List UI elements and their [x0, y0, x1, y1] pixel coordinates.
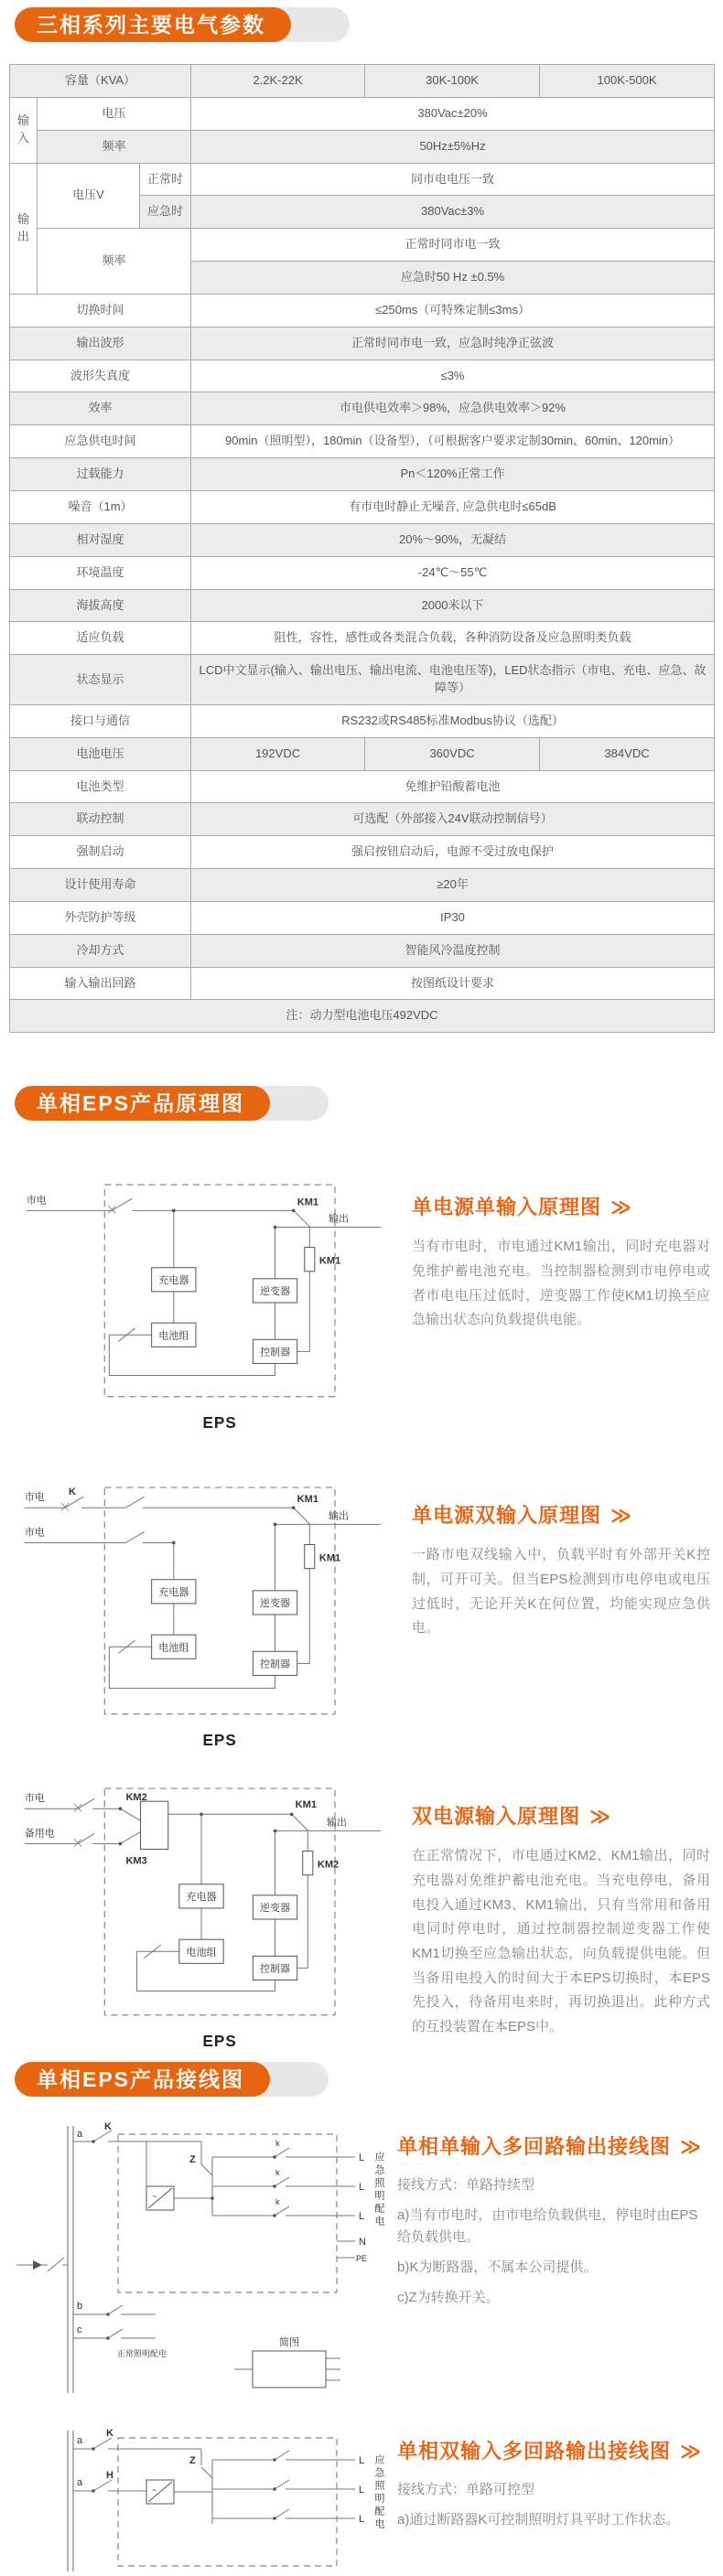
table-row	[10, 425, 715, 458]
table-row	[10, 490, 715, 523]
spec-value: 市电供电效率＞98%，应急供电效率＞92%	[191, 392, 715, 425]
table-row	[10, 836, 715, 869]
spec-value: 阻性，容性，感性或各类混合负载，各种消防设备及应急照明类负载	[191, 622, 715, 655]
charger-label: 充电器	[186, 1892, 217, 1904]
pe-label: PE	[356, 2254, 368, 2264]
circuit-svg	[9, 1168, 394, 1435]
breaker-h-label: H	[106, 2470, 113, 2482]
spec-value: ≥20年	[191, 869, 715, 902]
table-row	[10, 967, 715, 1000]
table-row	[10, 655, 715, 705]
double-chevron-icon: ≫	[610, 1504, 633, 1528]
spec-value: Pn＜120%正常工作	[191, 458, 715, 491]
table-row	[10, 229, 715, 262]
col-header-1: 2.2K-22K	[191, 65, 365, 98]
controller-label: 控制器	[259, 1658, 291, 1670]
mains-label-2: 市电	[24, 1527, 45, 1539]
double-chevron-icon: ≫	[680, 2440, 703, 2463]
table-row	[10, 327, 715, 360]
spec-label: 外壳防护等级	[10, 901, 191, 934]
controller-label: 控制器	[259, 1347, 291, 1358]
spec-label: 电压V	[38, 163, 140, 229]
section-header-wiring	[15, 2062, 270, 2097]
eps-enclosure	[118, 2134, 337, 2292]
km1-switch-label: KM1	[295, 1799, 318, 1811]
km1-coil-label: KM1	[318, 1552, 341, 1564]
battery-voltage-2: 360VDC	[365, 737, 540, 770]
inverter-label: 逆变器	[259, 1286, 291, 1298]
wiring-diagram-double-input	[9, 2425, 397, 2576]
circuit-diagram-single-input	[9, 1168, 412, 1440]
branch-b-label: b	[77, 2301, 83, 2313]
table-row	[10, 770, 715, 803]
spec-label: 输出波形	[10, 327, 191, 360]
table-row	[10, 392, 715, 425]
diagram-title: 单相双输入多回路输出接线图 ≫	[397, 2440, 703, 2463]
spec-value: 免维护铅酸蓄电池	[191, 770, 715, 803]
double-chevron-icon: ≫	[589, 1805, 612, 1829]
section-title-wiring: 单相EPS产品接线图	[15, 2062, 270, 2097]
table-row	[10, 934, 715, 967]
supply-bus	[68, 2126, 73, 2393]
inverter-label: 逆变器	[259, 1903, 291, 1915]
section-title-params: 三相系列主要电气参数	[15, 7, 291, 42]
normal-lighting-label: 正常照明配电	[117, 2349, 167, 2359]
km3-switch-label: KM3	[125, 1855, 147, 1867]
double-chevron-icon: ≫	[610, 1196, 633, 1219]
neutral-label: N	[359, 2237, 366, 2249]
eps-label: EPS	[202, 1732, 237, 1750]
circuit-diagram-dual-source	[9, 1777, 412, 2058]
line-out-label: L	[359, 2182, 365, 2194]
sub-label: 正常时	[140, 163, 191, 196]
table-row	[10, 294, 715, 327]
spec-label: 过载能力	[10, 458, 191, 491]
spec-label: 噪音（1m）	[10, 490, 191, 523]
charger-label: 充电器	[158, 1275, 189, 1287]
output-label: 输出	[328, 1510, 350, 1522]
principle-block-1	[9, 1168, 723, 1440]
spec-label: 波形失真度	[10, 360, 191, 392]
principle-block-2	[9, 1476, 723, 1757]
principle-desc-1	[412, 1168, 723, 1440]
spec-label: 效率	[10, 392, 191, 425]
spec-label: 电池类型	[10, 770, 191, 803]
backup-label: 备用电	[24, 1828, 55, 1840]
breaker-k-label: K	[104, 2121, 112, 2133]
spec-value: 可选配（外部接入24V联动控制信号）	[191, 803, 715, 836]
spec-label: 状态显示	[10, 655, 191, 705]
transfer-switch-label: Z	[189, 2154, 196, 2166]
line-out-label: L	[359, 2152, 365, 2164]
table-note-row	[10, 1000, 715, 1033]
contact-k-label: k	[275, 2168, 280, 2178]
sketch-label: 简图	[279, 2337, 299, 2349]
table-row	[10, 97, 715, 130]
spec-value: RS232或RS485标准Modbus协议（选配）	[191, 704, 715, 737]
external-switch-label: K	[69, 1487, 77, 1498]
capacity-header: 容量（KVA）	[10, 65, 191, 98]
section-title-principle: 单相EPS产品原理图	[15, 1086, 270, 1121]
spec-label: 设计使用寿命	[10, 869, 191, 902]
mains-label: 市电	[26, 1195, 47, 1207]
diagram-title: 单相单输入多回路输出接线图 ≫	[397, 2135, 703, 2159]
table-row	[10, 901, 715, 934]
table-note: 注：动力型电池电压492VDC	[10, 1000, 715, 1033]
diagram-description: 在正常情况下，市电通过KM2、KM1输出，同时充电器对免维护蓄电池充电。当充电停电，备用电投入通过KM3、KM1输出，只有当常用和备用电同时停电时，通过控制器控制逆变器工作使KM1切换至应急输出状态，向负载提供电能。但当备用电投入的时间大于本EPS切换时，本EPS先投入，待备用电来时，再切换退出。此种方式的互投装置在本EPS中。	[412, 1848, 710, 2035]
output-group-label: 输出	[10, 163, 38, 294]
inverter-label: 逆变器	[259, 1598, 291, 1610]
table-row	[10, 458, 715, 491]
wiring-note-line: a)通过断路器K可控制照明灯具平时工作状态。	[397, 2512, 680, 2528]
spec-label: 强制启动	[10, 836, 191, 869]
branch-a-label: a	[77, 2477, 83, 2489]
spec-label: 联动控制	[10, 803, 191, 836]
spec-label: 电压	[38, 97, 191, 130]
diagram-title: 单电源双输入原理图 ≫	[412, 1504, 633, 1528]
spec-label: 频率	[38, 229, 191, 295]
output-label: 输出	[328, 1213, 350, 1225]
mains-label: 市电	[24, 1492, 45, 1504]
diagram-description: 一路市电双线输入中，负载平时有外部开关K控制，可开可关。但当EPS检测到市电停电或电压过低时，无论开关K在何位置，均能实现应急供电。	[412, 1547, 710, 1637]
sketch-box	[253, 2351, 326, 2388]
eps-label: EPS	[202, 1414, 237, 1433]
spec-value: 380Vac±20%	[191, 97, 715, 130]
diagram-description: 当有市电时，市电通过KM1输出，同时充电器对免维护蓄电池充电。当控制器检测到市电停电或者市电电压过低时，逆变器工作使KM1切换至应急输出状态向负载提供电能。	[412, 1239, 710, 1328]
table-row	[10, 622, 715, 655]
circuit-svg	[9, 1777, 394, 2054]
spec-value: 应急时50 Hz ±0.5%	[191, 262, 715, 295]
inverter-wave-icon: ~	[152, 2192, 157, 2202]
spec-value: 强启按钮启动后，电源不受过放电保护	[191, 836, 715, 869]
spec-table	[9, 64, 715, 1033]
spec-value: -24℃～55℃	[191, 556, 715, 589]
spec-value: 同市电电压一致	[191, 163, 715, 196]
table-row	[10, 803, 715, 836]
controller-label: 控制器	[259, 1963, 291, 1975]
table-row	[10, 360, 715, 392]
breaker-k-label: K	[106, 2428, 113, 2440]
table-row	[10, 130, 715, 163]
spec-label: 海拔高度	[10, 589, 191, 622]
spec-value: 有市电时静止无噪音, 应急供电时≤65dB	[191, 490, 715, 523]
breaker-x-mark	[61, 1504, 69, 1511]
spec-value: 90min（照明型），180min（设备型），（可根据客户要求定制30min、60min、120min）	[191, 425, 715, 458]
line-out-label: L	[359, 2211, 365, 2223]
diagram-title: 双电源输入原理图 ≫	[412, 1805, 612, 1829]
spec-label: 输入输出回路	[10, 967, 191, 1000]
wiring-diagram-single-input	[9, 2120, 397, 2399]
eps-label: EPS	[202, 2033, 237, 2051]
eps-enclosure	[104, 1487, 335, 1714]
battery-voltage-1: 192VDC	[191, 737, 365, 770]
spec-label: 适应负载	[10, 622, 191, 655]
wiring-note-line: b)K为断路器，不属本公司提供。	[397, 2259, 598, 2276]
spec-label: 切换时间	[10, 294, 191, 327]
wiring-note-line: c)Z为转换开关。	[397, 2290, 500, 2306]
branch-c-label: c	[77, 2324, 82, 2336]
contact-k-label: k	[275, 2139, 280, 2149]
wiring-notes	[397, 2479, 710, 2531]
spec-value: 正常时同市电一致	[191, 229, 715, 262]
sub-label: 应急时	[140, 196, 191, 229]
battery-voltage-row	[10, 737, 715, 770]
page	[0, 7, 723, 2532]
principle-block-3	[9, 1777, 723, 2058]
spec-value: IP30	[191, 901, 715, 934]
spec-label: 应急供电时间	[10, 425, 191, 458]
spec-value: 正常时同市电一致，应急时纯净正弦波	[191, 327, 715, 360]
spec-value: 20%～90%，无凝结	[191, 523, 715, 556]
line-out-label: L	[359, 2485, 365, 2496]
line-out-label: L	[359, 2514, 365, 2526]
km1-coil	[305, 1545, 315, 1569]
inverter-wave-icon: ~	[152, 2485, 157, 2496]
table-row	[10, 869, 715, 902]
spec-label: 接口与通信	[10, 704, 191, 737]
spec-value: 50Hz±5%Hz	[191, 130, 715, 163]
km1-switch-label: KM1	[297, 1494, 319, 1506]
table-row	[10, 704, 715, 737]
km1-coil	[305, 1248, 315, 1272]
table-header-row	[10, 65, 715, 98]
branch-a-label: a	[77, 2129, 83, 2141]
wiring-desc-1	[397, 2120, 723, 2399]
line-out-label: L	[359, 2455, 365, 2467]
battery-label: 电池组	[158, 1330, 189, 1342]
spec-value: 2000米以下	[191, 589, 715, 622]
double-chevron-icon: ≫	[680, 2135, 703, 2159]
wiring-block-1	[9, 2120, 723, 2399]
principle-desc-2	[412, 1476, 723, 1757]
section-header-principle	[15, 1086, 270, 1121]
transfer-switch-label: Z	[189, 2455, 196, 2467]
emergency-lighting-vertical-label: 应急照明配电	[373, 2152, 384, 2229]
output-label: 输出	[326, 1817, 348, 1829]
col-header-3: 100K-500K	[540, 65, 715, 98]
spec-value: ≤3%	[191, 360, 715, 392]
supply-bus	[68, 2431, 73, 2571]
spec-label: 电池电压	[10, 737, 191, 770]
table-row	[10, 589, 715, 622]
spec-value: ≤250ms（可特殊定制≤3ms）	[191, 294, 715, 327]
table-row	[10, 523, 715, 556]
spec-label: 环境温度	[10, 556, 191, 589]
circuit-diagram-double-input	[9, 1476, 412, 1757]
section-header-params	[15, 7, 291, 42]
spec-value: LCD中文显示(输入、输出电压、输出电流、电池电压等)，LED状态指示（市电、充电、应急、故障等）	[191, 655, 715, 705]
diagram-title: 单电源单输入原理图 ≫	[412, 1196, 633, 1219]
table-row	[10, 163, 715, 196]
wiring-svg	[9, 2120, 386, 2395]
km1-coil-label: KM1	[318, 1256, 341, 1268]
wiring-note-line: 接线方式：单路可控型	[397, 2482, 535, 2498]
input-arrow	[33, 2260, 42, 2270]
wiring-desc-2	[397, 2425, 723, 2576]
table-row	[10, 556, 715, 589]
km2-coil-label: KM2	[317, 1859, 340, 1871]
battery-label: 电池组	[158, 1642, 189, 1654]
input-group-label: 输入	[10, 97, 38, 163]
spec-value: 按图纸设计要求	[191, 967, 715, 1000]
col-header-2: 30K-100K	[365, 65, 540, 98]
spec-value: 智能风冷温度控制	[191, 934, 715, 967]
spec-label: 冷却方式	[10, 934, 191, 967]
km1-switch-label: KM1	[297, 1197, 319, 1208]
wiring-block-2	[9, 2425, 723, 2576]
breaker-x-mark	[108, 1207, 115, 1214]
contact-k-label: k	[275, 2197, 280, 2207]
km2-coil	[303, 1852, 313, 1875]
circuit-svg	[9, 1476, 394, 1753]
spec-label: 相对湿度	[10, 523, 191, 556]
wiring-notes	[397, 2174, 710, 2309]
wiring-note-line: a)当有市电时，由市电给负载供电，停电时由EPS给负载供电。	[397, 2207, 698, 2246]
spec-value: 380Vac±3%	[191, 196, 715, 229]
breaker-x-mark	[74, 1805, 81, 1847]
interlock-box	[141, 1801, 168, 1849]
mains-label: 市电	[24, 1793, 45, 1805]
spec-label: 频率	[38, 130, 191, 163]
battery-voltage-3: 384VDC	[540, 737, 715, 770]
principle-desc-3	[412, 1777, 723, 2058]
eps-enclosure	[104, 1185, 335, 1397]
km2-switch-label: KM2	[125, 1792, 147, 1804]
branch-a-label: a	[77, 2435, 83, 2447]
emergency-lighting-vertical-label: 应急照明配电	[373, 2454, 384, 2532]
wiring-svg	[9, 2425, 386, 2571]
charger-label: 充电器	[158, 1587, 189, 1599]
wiring-note-line: 接线方式：单路持续型	[397, 2177, 535, 2194]
battery-label: 电池组	[186, 1947, 217, 1959]
